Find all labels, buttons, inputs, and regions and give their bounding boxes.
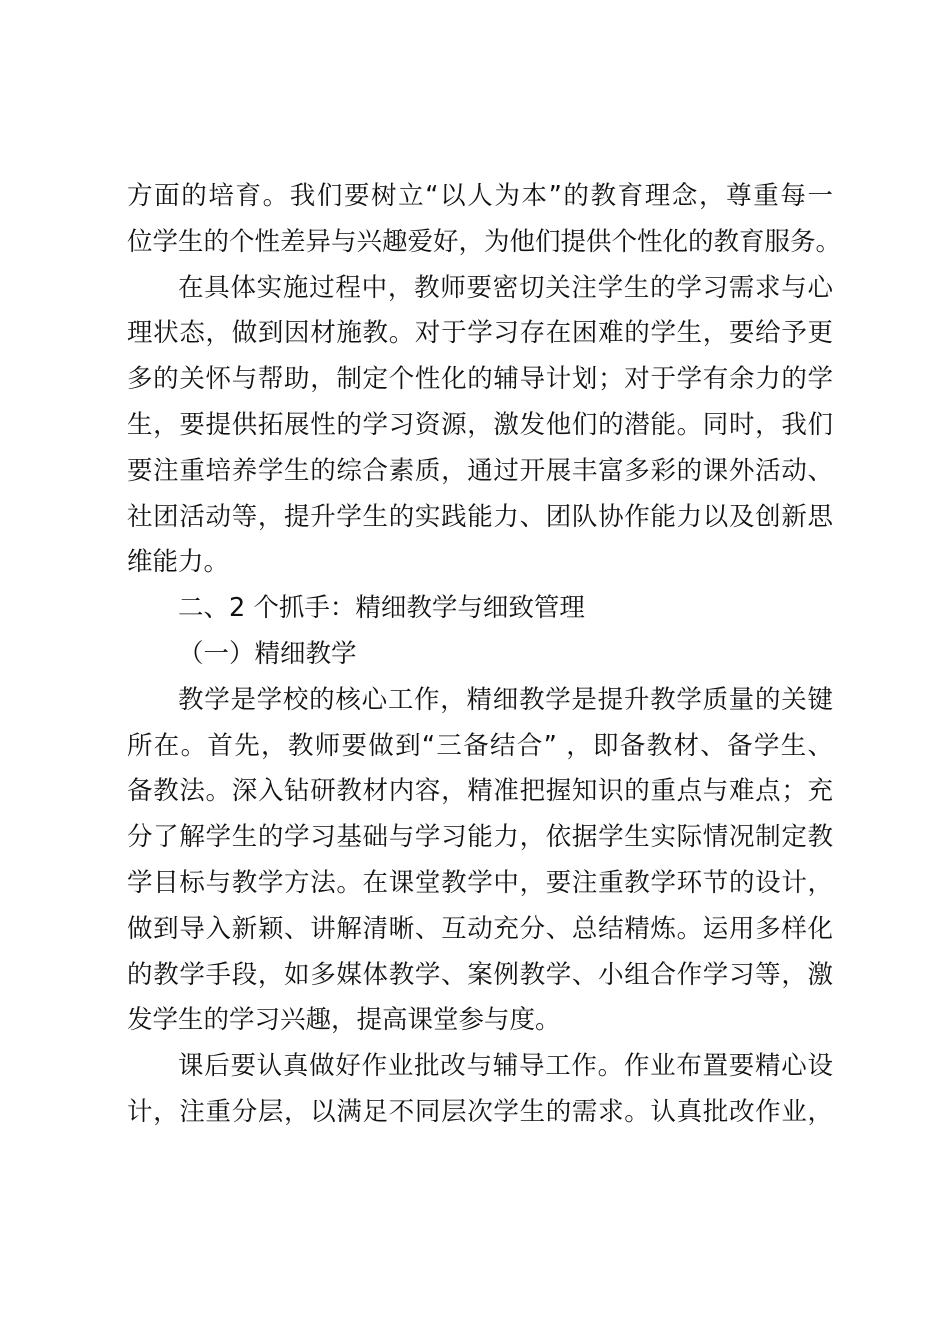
text-line: 位学生的个性差异与兴趣爱好，为他们提供个性化的教育服务。 bbox=[127, 226, 842, 257]
text-line: 所在。首先，教师要做到“三备结合” ，即备教材、备学生、 bbox=[127, 730, 833, 761]
text-line: 的教学手段，如多媒体教学、案例教学、小组合作学习等，激 bbox=[127, 959, 833, 990]
text-line: 分了解学生的学习基础与学习能力，依据学生实际情况制定教 bbox=[127, 822, 833, 853]
text-line: 社团活动等，提升学生的实践能力、团队协作能力以及创新思 bbox=[127, 501, 833, 532]
text-line: 发学生的学习兴趣，提高课堂参与度。 bbox=[127, 1005, 561, 1036]
section-heading: 二、2 个抓手：精细教学与细致管理 bbox=[178, 593, 585, 624]
text-line: 备教法。深入钻研教材内容，精准把握知识的重点与难点；充 bbox=[127, 776, 833, 807]
text-line: 理状态，做到因材施教。对于学习存在困难的学生，要给予更 bbox=[127, 318, 833, 349]
subsection-heading: （一）精细教学 bbox=[178, 638, 357, 669]
text-line: 要注重培养学生的综合素质，通过开展丰富多彩的课外活动、 bbox=[127, 455, 833, 486]
text-line: 计，注重分层，以满足不同层次学生的需求。认真批改作业， bbox=[127, 1096, 833, 1127]
text-line: 多的关怀与帮助，制定个性化的辅导计划；对于学有余力的学 bbox=[127, 364, 833, 395]
text-line: 维能力。 bbox=[127, 547, 230, 578]
text-line: 生，要提供拓展性的学习资源，激发他们的潜能。同时，我们 bbox=[127, 409, 833, 440]
text-line: 做到导入新颖、讲解清晰、互动充分、总结精炼。运用多样化 bbox=[127, 913, 833, 944]
text-line: 方面的培育。我们要树立“以人为本”的教育理念，尊重每一 bbox=[127, 181, 833, 211]
paragraph-start-line: 课后要认真做好作业批改与辅导工作。作业布置要精心设 bbox=[178, 1051, 833, 1082]
paragraph-start-line: 在具体实施过程中，教师要密切关注学生的学习需求与心 bbox=[178, 272, 833, 303]
body-text bbox=[127, 174, 842, 1136]
text-line: 学目标与教学方法。在课堂教学中，要注重教学环节的设计， bbox=[127, 867, 833, 898]
paragraph-start-line: 教学是学校的核心工作，精细教学是提升教学质量的关键 bbox=[178, 684, 833, 715]
